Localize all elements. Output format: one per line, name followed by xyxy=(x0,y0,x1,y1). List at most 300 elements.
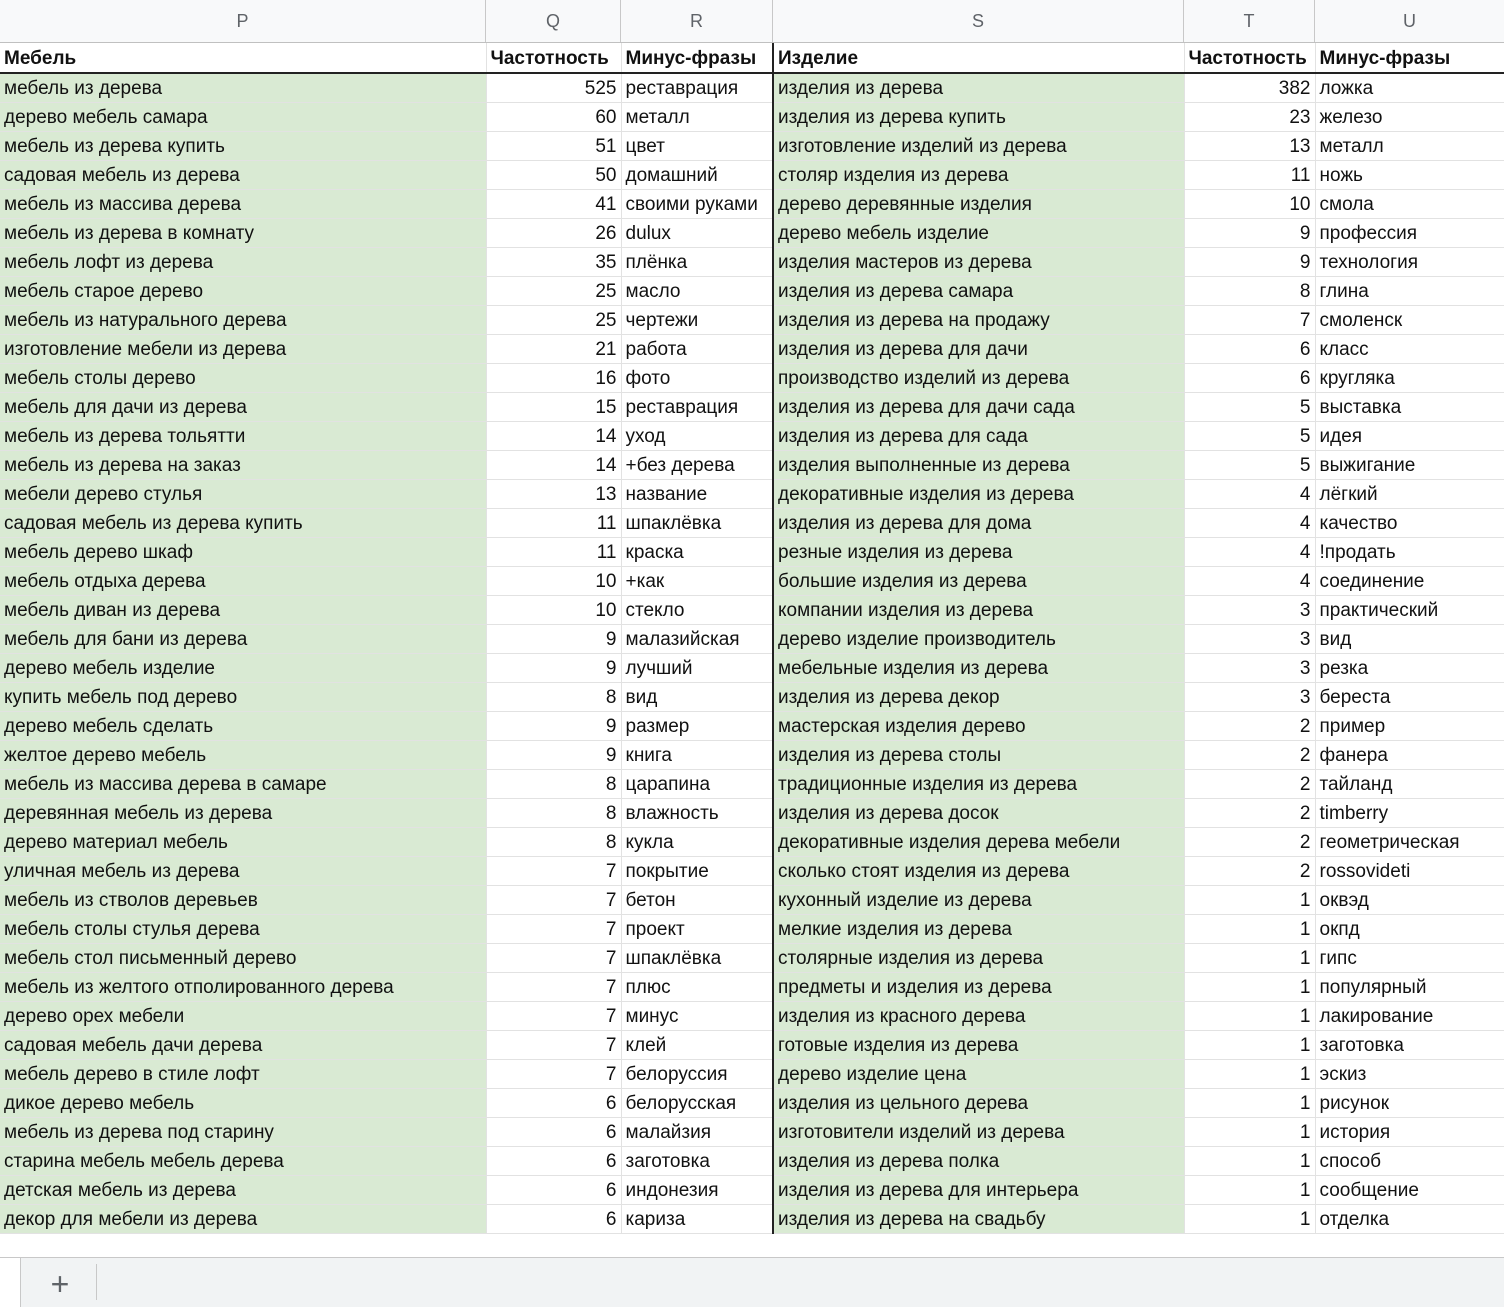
table-row xyxy=(0,769,1504,798)
cell-mebel[interactable]: мебель дерево шкаф xyxy=(0,537,486,566)
table-row xyxy=(0,972,1504,1001)
table-row xyxy=(0,711,1504,740)
cell-freq-right[interactable]: 9 xyxy=(1184,247,1315,276)
table-row xyxy=(0,305,1504,334)
cell-minus-right[interactable]: отделка xyxy=(1315,1204,1504,1233)
table-row xyxy=(0,160,1504,189)
cell-freq-right[interactable]: 1 xyxy=(1184,1117,1315,1146)
cell-mebel[interactable]: старина мебель мебель дерева xyxy=(0,1146,486,1175)
table-row xyxy=(0,450,1504,479)
cell-minus-right[interactable]: смоленск xyxy=(1315,305,1504,334)
cell-minus-right[interactable]: рисунок xyxy=(1315,1088,1504,1117)
cell-izdelie[interactable]: изделия из дерева полка xyxy=(773,1146,1184,1175)
cell-minus-left[interactable]: реставрация xyxy=(621,73,773,102)
cell-minus-left[interactable]: своими руками xyxy=(621,189,773,218)
table-row xyxy=(0,798,1504,827)
cell-freq-left[interactable]: 15 xyxy=(486,392,621,421)
cell-minus-right[interactable]: !продать xyxy=(1315,537,1504,566)
cell-izdelie[interactable]: изделия из дерева декор xyxy=(773,682,1184,711)
cell-minus-right[interactable]: класс xyxy=(1315,334,1504,363)
table-row xyxy=(0,421,1504,450)
cell-minus-right[interactable]: лакирование xyxy=(1315,1001,1504,1030)
cell-freq-right[interactable]: 2 xyxy=(1184,827,1315,856)
cell-izdelie[interactable]: дерево деревянные изделия xyxy=(773,189,1184,218)
cell-izdelie[interactable]: большие изделия из дерева xyxy=(773,566,1184,595)
cell-minus-left[interactable]: краска xyxy=(621,537,773,566)
cell-minus-right[interactable]: ложка xyxy=(1315,73,1504,102)
cell-freq-right[interactable]: 1 xyxy=(1184,1059,1315,1088)
cell-freq-right[interactable]: 2 xyxy=(1184,711,1315,740)
cell-freq-left[interactable]: 10 xyxy=(486,566,621,595)
column-header-bar xyxy=(0,0,1504,43)
cell-minus-right[interactable]: резка xyxy=(1315,653,1504,682)
cell-freq-left[interactable]: 8 xyxy=(486,827,621,856)
table-row xyxy=(0,73,1504,102)
cell-minus-left[interactable]: малайзия xyxy=(621,1117,773,1146)
cell-izdelie[interactable]: традиционные изделия из дерева xyxy=(773,769,1184,798)
table-row xyxy=(0,334,1504,363)
cell-minus-right[interactable]: timberry xyxy=(1315,798,1504,827)
cell-freq-right[interactable]: 10 xyxy=(1184,189,1315,218)
cell-minus-left[interactable]: индонезия xyxy=(621,1175,773,1204)
cell-freq-left[interactable]: 7 xyxy=(486,972,621,1001)
cell-freq-right[interactable]: 1 xyxy=(1184,972,1315,1001)
cell-minus-left[interactable]: влажность xyxy=(621,798,773,827)
cell-minus-left[interactable]: шпаклёвка xyxy=(621,943,773,972)
header-cell-izdelie[interactable]: Изделие xyxy=(773,43,1184,73)
table-row xyxy=(0,1204,1504,1233)
cell-freq-left[interactable]: 26 xyxy=(486,218,621,247)
cell-izdelie[interactable]: производство изделий из дерева xyxy=(773,363,1184,392)
cell-izdelie[interactable]: дерево мебель изделие xyxy=(773,218,1184,247)
cell-freq-left[interactable]: 525 xyxy=(486,73,621,102)
table-row xyxy=(0,682,1504,711)
add-sheet-button[interactable]: + xyxy=(50,1266,70,1302)
cell-freq-left[interactable]: 8 xyxy=(486,682,621,711)
table-row xyxy=(0,102,1504,131)
cell-izdelie[interactable]: изготовители изделий из дерева xyxy=(773,1117,1184,1146)
cell-mebel[interactable]: мебель отдыха дерева xyxy=(0,566,486,595)
table-row xyxy=(0,1146,1504,1175)
table-row xyxy=(0,595,1504,624)
cell-freq-right[interactable]: 9 xyxy=(1184,218,1315,247)
cell-mebel[interactable]: дикое дерево мебель xyxy=(0,1088,486,1117)
cell-izdelie[interactable]: кухонный изделие из дерева xyxy=(773,885,1184,914)
column-header-r[interactable]: R xyxy=(621,0,773,42)
cell-freq-right[interactable]: 3 xyxy=(1184,624,1315,653)
cell-izdelie[interactable]: изделия из дерева xyxy=(773,73,1184,102)
cell-mebel[interactable]: мебель для дачи из дерева xyxy=(0,392,486,421)
cell-minus-right[interactable]: оквэд xyxy=(1315,885,1504,914)
cell-mebel[interactable]: желтое дерево мебель xyxy=(0,740,486,769)
cell-freq-right[interactable]: 23 xyxy=(1184,102,1315,131)
cell-izdelie[interactable]: изделия выполненные из дерева xyxy=(773,450,1184,479)
cell-freq-left[interactable]: 60 xyxy=(486,102,621,131)
table-row xyxy=(0,653,1504,682)
table-row xyxy=(0,131,1504,160)
grid-body xyxy=(0,43,1504,1233)
cell-izdelie[interactable]: изделия из красного дерева xyxy=(773,1001,1184,1030)
cell-minus-left[interactable]: бетон xyxy=(621,885,773,914)
table-row xyxy=(0,537,1504,566)
cell-mebel[interactable]: купить мебель под дерево xyxy=(0,682,486,711)
cell-minus-left[interactable]: стекло xyxy=(621,595,773,624)
cell-minus-left[interactable]: плёнка xyxy=(621,247,773,276)
cell-minus-right[interactable]: качество xyxy=(1315,508,1504,537)
column-header-t[interactable]: T xyxy=(1184,0,1315,42)
cell-freq-right[interactable]: 1 xyxy=(1184,1204,1315,1233)
cell-freq-right[interactable]: 2 xyxy=(1184,856,1315,885)
sheet-tab-bar xyxy=(0,1257,1504,1307)
cell-freq-right[interactable]: 1 xyxy=(1184,1001,1315,1030)
cell-freq-left[interactable]: 9 xyxy=(486,653,621,682)
cell-minus-right[interactable]: ножь xyxy=(1315,160,1504,189)
cell-freq-right[interactable]: 6 xyxy=(1184,363,1315,392)
cell-mebel[interactable]: мебель для бани из дерева xyxy=(0,624,486,653)
cell-minus-right[interactable]: кругляка xyxy=(1315,363,1504,392)
cell-minus-left[interactable]: реставрация xyxy=(621,392,773,421)
cell-minus-left[interactable]: +как xyxy=(621,566,773,595)
cell-mebel[interactable]: мебель лофт из дерева xyxy=(0,247,486,276)
cell-minus-left[interactable]: проект xyxy=(621,914,773,943)
table-row xyxy=(0,1001,1504,1030)
cell-minus-right[interactable]: металл xyxy=(1315,131,1504,160)
cell-minus-left[interactable]: +без дерева xyxy=(621,450,773,479)
cell-mebel[interactable]: дерево мебель самара xyxy=(0,102,486,131)
cell-freq-left[interactable]: 9 xyxy=(486,624,621,653)
cell-freq-left[interactable]: 11 xyxy=(486,537,621,566)
cell-minus-left[interactable]: металл xyxy=(621,102,773,131)
cell-freq-right[interactable]: 7 xyxy=(1184,305,1315,334)
cell-mebel[interactable]: дерево материал мебель xyxy=(0,827,486,856)
cell-izdelie[interactable]: изделия из дерева для дачи сада xyxy=(773,392,1184,421)
cell-izdelie[interactable]: мастерская изделия дерево xyxy=(773,711,1184,740)
cell-mebel[interactable]: мебель из дерева на заказ xyxy=(0,450,486,479)
cell-izdelie[interactable]: дерево изделие производитель xyxy=(773,624,1184,653)
cell-minus-right[interactable]: заготовка xyxy=(1315,1030,1504,1059)
cell-minus-left[interactable]: царапина xyxy=(621,769,773,798)
cell-freq-right[interactable]: 2 xyxy=(1184,798,1315,827)
header-cell-freq-left[interactable]: Частотность xyxy=(486,43,621,73)
cell-freq-right[interactable]: 8 xyxy=(1184,276,1315,305)
cell-mebel[interactable]: мебель стол письменный дерево xyxy=(0,943,486,972)
cell-minus-left[interactable]: белорусская xyxy=(621,1088,773,1117)
cell-freq-left[interactable]: 6 xyxy=(486,1117,621,1146)
cell-minus-left[interactable]: плюс xyxy=(621,972,773,1001)
cell-freq-left[interactable]: 9 xyxy=(486,740,621,769)
table-row xyxy=(0,276,1504,305)
cell-freq-left[interactable]: 7 xyxy=(486,1001,621,1030)
column-header-q[interactable]: Q xyxy=(486,0,621,42)
cell-izdelie[interactable]: изделия из дерева на свадьбу xyxy=(773,1204,1184,1233)
cell-izdelie[interactable]: готовые изделия из дерева xyxy=(773,1030,1184,1059)
table-row xyxy=(0,1088,1504,1117)
cell-minus-left[interactable]: размер xyxy=(621,711,773,740)
cell-minus-left[interactable]: уход xyxy=(621,421,773,450)
cell-izdelie[interactable]: изделия из дерева столы xyxy=(773,740,1184,769)
table-row xyxy=(0,189,1504,218)
cell-freq-right[interactable]: 1 xyxy=(1184,943,1315,972)
cell-freq-right[interactable]: 4 xyxy=(1184,479,1315,508)
cell-izdelie[interactable]: дерево изделие цена xyxy=(773,1059,1184,1088)
cell-freq-left[interactable]: 35 xyxy=(486,247,621,276)
cell-izdelie[interactable]: мелкие изделия из дерева xyxy=(773,914,1184,943)
cell-freq-right[interactable]: 2 xyxy=(1184,769,1315,798)
cell-mebel[interactable]: мебель из желтого отполированного дерева xyxy=(0,972,486,1001)
cell-izdelie[interactable]: декоративные изделия из дерева xyxy=(773,479,1184,508)
table-row xyxy=(0,1117,1504,1146)
cell-izdelie[interactable]: столяр изделия из дерева xyxy=(773,160,1184,189)
cell-izdelie[interactable]: изделия из дерева для интерьера xyxy=(773,1175,1184,1204)
cell-mebel[interactable]: мебель столы стулья дерева xyxy=(0,914,486,943)
cell-freq-right[interactable]: 5 xyxy=(1184,421,1315,450)
cell-minus-right[interactable]: геометрическая xyxy=(1315,827,1504,856)
cell-izdelie[interactable]: изделия из дерева купить xyxy=(773,102,1184,131)
cell-minus-right[interactable]: береста xyxy=(1315,682,1504,711)
cell-mebel[interactable]: садовая мебель дачи дерева xyxy=(0,1030,486,1059)
cell-izdelie[interactable]: изделия из дерева самара xyxy=(773,276,1184,305)
table-row xyxy=(0,392,1504,421)
table-row xyxy=(0,1030,1504,1059)
cell-mebel[interactable]: садовая мебель из дерева xyxy=(0,160,486,189)
header-cell-freq-right[interactable]: Частотность xyxy=(1184,43,1315,73)
cell-freq-left[interactable]: 14 xyxy=(486,450,621,479)
cell-izdelie[interactable]: изделия из дерева для сада xyxy=(773,421,1184,450)
cell-izdelie[interactable]: сколько стоят изделия из дерева xyxy=(773,856,1184,885)
cell-freq-right[interactable]: 13 xyxy=(1184,131,1315,160)
cell-minus-left[interactable]: минус xyxy=(621,1001,773,1030)
cell-mebel[interactable]: мебель из дерева под старину xyxy=(0,1117,486,1146)
cell-freq-right[interactable]: 1 xyxy=(1184,914,1315,943)
cell-freq-right[interactable]: 3 xyxy=(1184,653,1315,682)
cell-mebel[interactable]: деревянная мебель из дерева xyxy=(0,798,486,827)
sheet-tab[interactable] xyxy=(0,1258,21,1307)
table-row xyxy=(0,1059,1504,1088)
cell-minus-left[interactable]: домашний xyxy=(621,160,773,189)
cell-mebel[interactable]: изготовление мебели из дерева xyxy=(0,334,486,363)
cell-minus-left[interactable]: работа xyxy=(621,334,773,363)
cell-freq-left[interactable]: 7 xyxy=(486,914,621,943)
cell-freq-left[interactable]: 6 xyxy=(486,1204,621,1233)
cell-minus-right[interactable]: эскиз xyxy=(1315,1059,1504,1088)
cell-izdelie[interactable]: изделия из дерева для дачи xyxy=(773,334,1184,363)
table-row xyxy=(0,566,1504,595)
cell-freq-right[interactable]: 5 xyxy=(1184,392,1315,421)
cell-minus-right[interactable]: выставка xyxy=(1315,392,1504,421)
cell-freq-left[interactable]: 9 xyxy=(486,711,621,740)
cell-freq-left[interactable]: 7 xyxy=(486,856,621,885)
cell-freq-right[interactable]: 1 xyxy=(1184,885,1315,914)
column-header-s[interactable]: S xyxy=(773,0,1184,42)
table-row xyxy=(0,740,1504,769)
cell-mebel[interactable]: мебель из натурального дерева xyxy=(0,305,486,334)
spreadsheet-grid xyxy=(0,43,1504,1257)
cell-freq-left[interactable]: 16 xyxy=(486,363,621,392)
cell-freq-right[interactable]: 3 xyxy=(1184,682,1315,711)
cell-minus-left[interactable]: вид xyxy=(621,682,773,711)
header-cell-mebel[interactable]: Мебель xyxy=(0,43,486,73)
cell-freq-left[interactable]: 41 xyxy=(486,189,621,218)
cell-freq-left[interactable]: 25 xyxy=(486,276,621,305)
cell-minus-left[interactable]: dulux xyxy=(621,218,773,247)
cell-minus-right[interactable]: гипс xyxy=(1315,943,1504,972)
cell-minus-left[interactable]: клей xyxy=(621,1030,773,1059)
cell-minus-left[interactable]: цвет xyxy=(621,131,773,160)
cell-minus-right[interactable]: фанера xyxy=(1315,740,1504,769)
cell-mebel[interactable]: дерево мебель изделие xyxy=(0,653,486,682)
cell-minus-left[interactable]: масло xyxy=(621,276,773,305)
cell-izdelie[interactable]: декоративные изделия дерева мебели xyxy=(773,827,1184,856)
table-row xyxy=(0,363,1504,392)
cell-freq-right[interactable]: 4 xyxy=(1184,508,1315,537)
cell-freq-left[interactable]: 51 xyxy=(486,131,621,160)
cell-mebel[interactable]: декор для мебели из дерева xyxy=(0,1204,486,1233)
cell-minus-right[interactable]: способ xyxy=(1315,1146,1504,1175)
cell-minus-left[interactable]: белоруссия xyxy=(621,1059,773,1088)
cell-mebel[interactable]: мебель диван из дерева xyxy=(0,595,486,624)
cell-freq-right[interactable]: 382 xyxy=(1184,73,1315,102)
table-row xyxy=(0,508,1504,537)
cell-minus-left[interactable]: чертежи xyxy=(621,305,773,334)
cell-mebel[interactable]: мебель из дерева в комнату xyxy=(0,218,486,247)
cell-minus-right[interactable]: история xyxy=(1315,1117,1504,1146)
cell-freq-left[interactable]: 7 xyxy=(486,885,621,914)
cell-freq-left[interactable]: 14 xyxy=(486,421,621,450)
cell-minus-right[interactable]: окпд xyxy=(1315,914,1504,943)
cell-mebel[interactable]: детская мебель из дерева xyxy=(0,1175,486,1204)
cell-freq-right[interactable]: 1 xyxy=(1184,1175,1315,1204)
cell-mebel[interactable]: мебель из дерева xyxy=(0,73,486,102)
cell-minus-right[interactable]: тайланд xyxy=(1315,769,1504,798)
header-cell-minus-left[interactable]: Минус-фразы xyxy=(621,43,773,73)
cell-mebel[interactable]: садовая мебель из дерева купить xyxy=(0,508,486,537)
cell-minus-right[interactable]: глина xyxy=(1315,276,1504,305)
header-cell-minus-right[interactable]: Минус-фразы xyxy=(1315,43,1504,73)
table-row xyxy=(0,479,1504,508)
cell-minus-left[interactable]: кариза xyxy=(621,1204,773,1233)
cell-minus-right[interactable]: профессия xyxy=(1315,218,1504,247)
cell-izdelie[interactable]: изделия из дерева досок xyxy=(773,798,1184,827)
cell-izdelie[interactable]: предметы и изделия из дерева xyxy=(773,972,1184,1001)
cell-mebel[interactable]: дерево орех мебели xyxy=(0,1001,486,1030)
cell-freq-left[interactable]: 7 xyxy=(486,1030,621,1059)
table-row xyxy=(0,914,1504,943)
cell-freq-left[interactable]: 21 xyxy=(486,334,621,363)
cell-freq-left[interactable]: 6 xyxy=(486,1146,621,1175)
cell-freq-left[interactable]: 6 xyxy=(486,1088,621,1117)
cell-minus-left[interactable]: шпаклёвка xyxy=(621,508,773,537)
cell-freq-left[interactable]: 8 xyxy=(486,798,621,827)
cell-minus-right[interactable]: популярный xyxy=(1315,972,1504,1001)
cell-minus-right[interactable]: железо xyxy=(1315,102,1504,131)
cell-mebel[interactable]: уличная мебель из дерева xyxy=(0,856,486,885)
cell-mebel[interactable]: мебель из стволов деревьев xyxy=(0,885,486,914)
header-row xyxy=(0,43,1504,73)
cell-freq-right[interactable]: 2 xyxy=(1184,740,1315,769)
cell-mebel[interactable]: мебель дерево в стиле лофт xyxy=(0,1059,486,1088)
cell-minus-right[interactable]: идея xyxy=(1315,421,1504,450)
cell-minus-left[interactable]: заготовка xyxy=(621,1146,773,1175)
cell-freq-right[interactable]: 1 xyxy=(1184,1146,1315,1175)
cell-minus-left[interactable]: покрытие xyxy=(621,856,773,885)
cell-minus-left[interactable]: кукла xyxy=(621,827,773,856)
cell-freq-right[interactable]: 1 xyxy=(1184,1030,1315,1059)
tab-divider xyxy=(96,1264,97,1300)
cell-minus-right[interactable]: вид xyxy=(1315,624,1504,653)
cell-minus-right[interactable]: сообщение xyxy=(1315,1175,1504,1204)
cell-minus-right[interactable]: практический xyxy=(1315,595,1504,624)
cell-minus-right[interactable]: выжигание xyxy=(1315,450,1504,479)
cell-freq-right[interactable]: 1 xyxy=(1184,1088,1315,1117)
cell-minus-left[interactable]: малазийская xyxy=(621,624,773,653)
cell-mebel[interactable]: мебель из массива дерева xyxy=(0,189,486,218)
table-row xyxy=(0,943,1504,972)
table-row xyxy=(0,218,1504,247)
cell-freq-left[interactable]: 8 xyxy=(486,769,621,798)
cell-izdelie[interactable]: изготовление изделий из дерева xyxy=(773,131,1184,160)
cell-freq-left[interactable]: 13 xyxy=(486,479,621,508)
cell-minus-right[interactable]: соединение xyxy=(1315,566,1504,595)
cell-freq-right[interactable]: 11 xyxy=(1184,160,1315,189)
cell-izdelie[interactable]: изделия из дерева для дома xyxy=(773,508,1184,537)
cell-freq-right[interactable]: 4 xyxy=(1184,566,1315,595)
cell-izdelie[interactable]: резные изделия из дерева xyxy=(773,537,1184,566)
cell-mebel[interactable]: мебель из дерева купить xyxy=(0,131,486,160)
cell-minus-right[interactable]: технология xyxy=(1315,247,1504,276)
table-row xyxy=(0,247,1504,276)
cell-freq-right[interactable]: 6 xyxy=(1184,334,1315,363)
cell-mebel[interactable]: мебели дерево стулья xyxy=(0,479,486,508)
cell-freq-left[interactable]: 50 xyxy=(486,160,621,189)
cell-mebel[interactable]: дерево мебель сделать xyxy=(0,711,486,740)
cell-minus-right[interactable]: лёгкий xyxy=(1315,479,1504,508)
table-row xyxy=(0,885,1504,914)
table-row xyxy=(0,624,1504,653)
table-row xyxy=(0,1175,1504,1204)
cell-freq-left[interactable]: 6 xyxy=(486,1175,621,1204)
table-row xyxy=(0,827,1504,856)
cell-minus-left[interactable]: фото xyxy=(621,363,773,392)
cell-freq-left[interactable]: 7 xyxy=(486,943,621,972)
cell-freq-right[interactable]: 5 xyxy=(1184,450,1315,479)
cell-freq-left[interactable]: 11 xyxy=(486,508,621,537)
table-row xyxy=(0,856,1504,885)
cell-izdelie[interactable]: мебельные изделия из дерева xyxy=(773,653,1184,682)
cell-freq-right[interactable]: 3 xyxy=(1184,595,1315,624)
cell-mebel[interactable]: мебель старое дерево xyxy=(0,276,486,305)
cell-freq-right[interactable]: 4 xyxy=(1184,537,1315,566)
cell-mebel[interactable]: мебель из массива дерева в самаре xyxy=(0,769,486,798)
cell-minus-left[interactable]: название xyxy=(621,479,773,508)
cell-izdelie[interactable]: компании изделия из дерева xyxy=(773,595,1184,624)
cell-minus-right[interactable]: rossovideti xyxy=(1315,856,1504,885)
cell-minus-right[interactable]: пример xyxy=(1315,711,1504,740)
cell-minus-left[interactable]: лучший xyxy=(621,653,773,682)
cell-minus-left[interactable]: книга xyxy=(621,740,773,769)
cell-izdelie[interactable]: изделия из дерева на продажу xyxy=(773,305,1184,334)
cell-izdelie[interactable]: изделия мастеров из дерева xyxy=(773,247,1184,276)
column-header-u[interactable]: U xyxy=(1403,11,1416,31)
cell-minus-right[interactable]: смола xyxy=(1315,189,1504,218)
cell-izdelie[interactable]: изделия из цельного дерева xyxy=(773,1088,1184,1117)
cell-freq-left[interactable]: 7 xyxy=(486,1059,621,1088)
cell-freq-left[interactable]: 25 xyxy=(486,305,621,334)
cell-mebel[interactable]: мебель столы дерево xyxy=(0,363,486,392)
cell-mebel[interactable]: мебель из дерева тольятти xyxy=(0,421,486,450)
cell-freq-left[interactable]: 10 xyxy=(486,595,621,624)
cell-izdelie[interactable]: столярные изделия из дерева xyxy=(773,943,1184,972)
column-header-p[interactable]: P xyxy=(0,0,486,42)
